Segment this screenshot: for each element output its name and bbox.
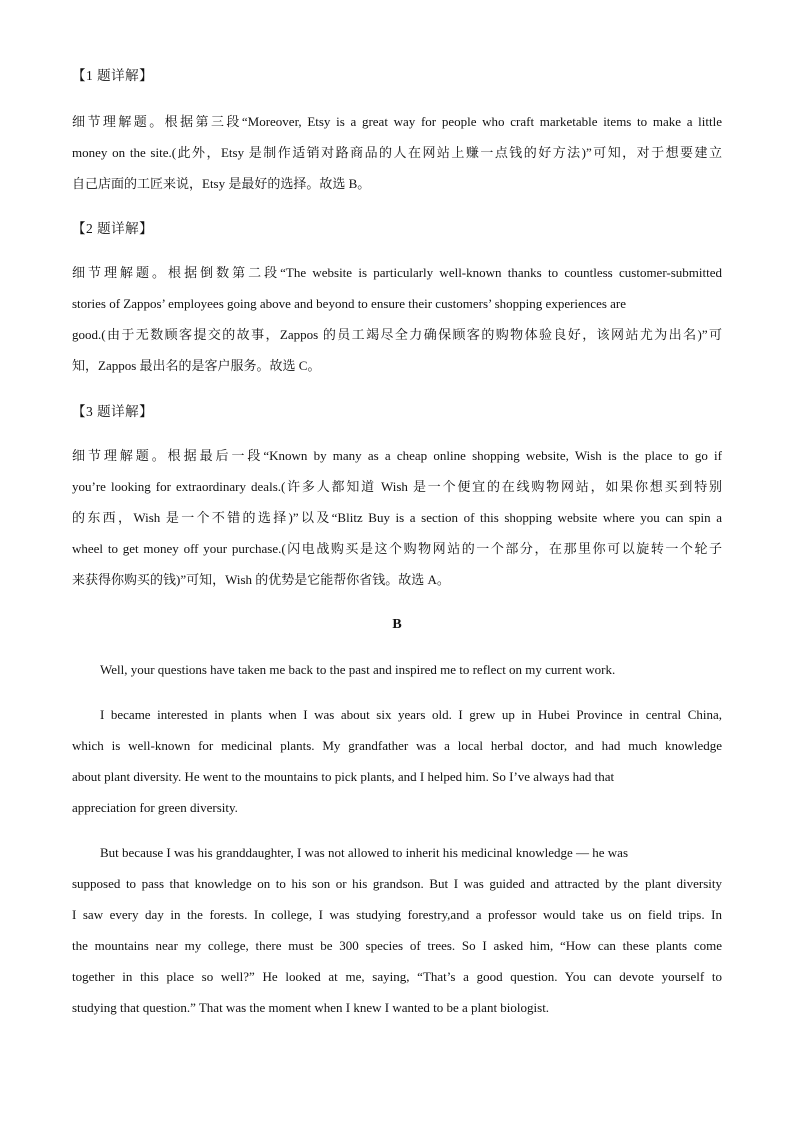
section-2-line-3: good.(由于无数顾客提交的故事，Zappos 的员工竭尽全力确保顾客的购物体验良好，该网站尤为出名)”可 (72, 327, 722, 342)
section-3-heading: 【3 题详解】 (72, 404, 154, 419)
passage-p3-line-4: the mountains near my college, there must be 300 species of trees. So I asked him, “How can these plants come (72, 938, 722, 953)
passage-p3-line-2: supposed to pass that knowledge on to his son or his grandson. But I was guided and attracted by the plant diversity (72, 876, 722, 891)
section-3-line-5: 来获得你购买的钱)”可知，Wish 的优势是它能帮你省钱。故选 A。 (72, 572, 450, 587)
section-2-heading: 【2 题详解】 (72, 221, 154, 236)
section-2-line-1: 细节理解题。根据倒数第二段“The website is particularly well-known thanks to countless customer-submitted (72, 265, 722, 280)
section-3-line-4: wheel to get money off your purchase.(闪电战购买是这个购物网站的一个部分，在那里你可以旋转一个轮子 (72, 541, 722, 556)
section-1-line-1: 细节理解题。根据第三段“Moreover, Etsy is a great way for people who craft marketable items to make a little (72, 114, 722, 129)
section-2-line-4: 知，Zappos 最出名的是客户服务。故选 C。 (72, 358, 321, 373)
passage-title: B (392, 617, 402, 632)
passage-p3-line-5: together in this place so well?” He looked at me, saying, “That’s a good question. You can devote yourself to (72, 969, 722, 984)
passage-p2-line-2: which is well-known for medicinal plants. My grandfather was a local herbal doctor, and had much knowledge (72, 738, 722, 753)
passage-p3-line-1: But because I was his granddaughter, I was not allowed to inherit his medicinal knowledge — he was (100, 845, 629, 860)
passage-p1-line-1: Well, your questions have taken me back to the past and inspired me to reflect on my current work. (100, 662, 616, 677)
section-3-line-1: 细节理解题。根据最后一段“Known by many as a cheap online shopping website, Wish is the place to go if (72, 448, 722, 463)
section-1-line-3: 自己店面的工匠来说，Etsy 是最好的选择。故选 B。 (72, 176, 371, 191)
section-1-line-2: money on the site.(此外，Etsy 是制作适销对路商品的人在网站上赚一点钱的好方法)”可知，对于想要建立 (72, 145, 722, 160)
section-1-heading: 【1 题详解】 (72, 68, 154, 83)
passage-p2-line-1: I became interested in plants when I was about six years old. I grew up in Hubei Province in central China, (100, 707, 722, 722)
section-2-line-2: stories of Zappos’ employees going above and beyond to ensure their customers’ shopping experiences are (72, 296, 627, 311)
section-3-line-3: 的东西，Wish 是一个不错的选择)”以及“Blitz Buy is a section of this shopping website where you can spin a (72, 510, 722, 525)
passage-p2-line-3: about plant diversity. He went to the mountains to pick plants, and I helped him. So I’ve always had that (72, 769, 615, 784)
section-3-line-2: you’re looking for extraordinary deals.(许多人都知道 Wish 是一个便宜的在线购物网站，如果你想买到特别 (72, 479, 722, 494)
passage-p3-line-6: studying that question.” That was the moment when I knew I wanted to be a plant biologist. (72, 1000, 550, 1015)
passage-p3-line-3: I saw every day in the forests. In college, I was studying forestry,and a professor would take us on field trips. In (72, 907, 722, 922)
passage-p2-line-4: appreciation for green diversity. (72, 800, 238, 815)
